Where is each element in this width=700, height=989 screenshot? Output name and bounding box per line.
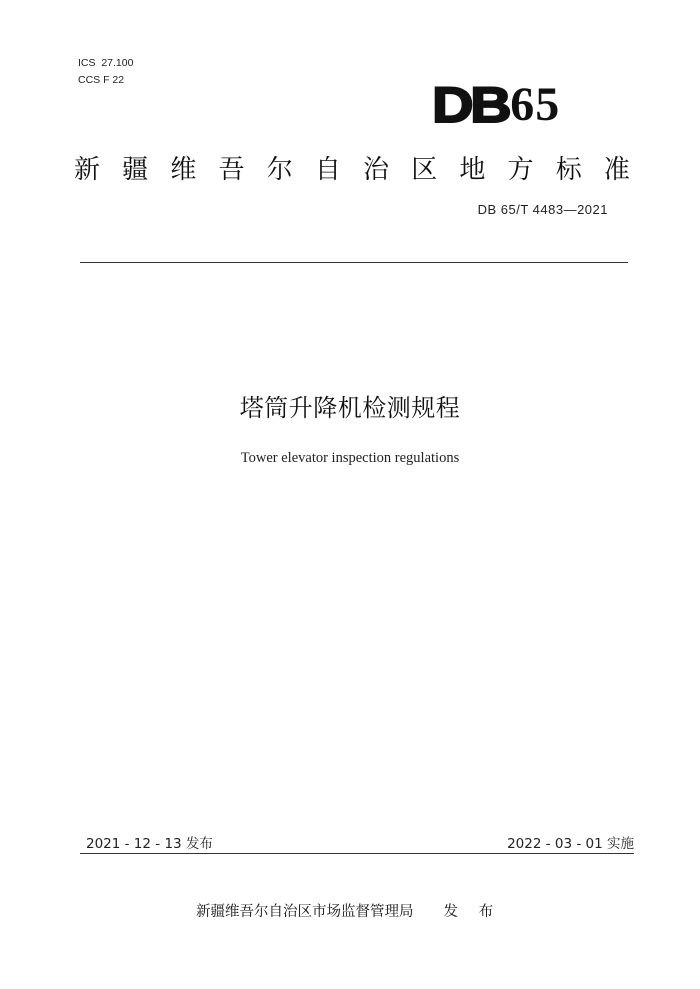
standard-type-char: 准 [603,155,630,185]
publisher-name: 新疆维吾尔自治区市场监督管理局 [196,904,414,920]
document-title-english: Tower elevator inspection regulations [240,450,460,466]
standard-type-char: 维 [170,155,197,185]
publisher-line [196,900,501,921]
standard-type-char: 吾 [218,155,245,185]
db-logo-prefix: DB [432,77,509,133]
ccs-code: CCS F 22 [78,74,125,86]
standard-type-heading [74,150,630,190]
standard-type-char: 新 [74,155,101,185]
standard-type-char: 方 [507,155,534,185]
standard-type-char: 标 [555,155,582,185]
classification-codes [78,55,133,89]
publisher-action: 发 布 [443,904,502,920]
top-divider [80,262,628,263]
standard-type-char: 治 [363,155,390,185]
standard-number: DB 65/T 4483—2021 [477,202,608,217]
implementation-date: 2022 - 03 - 01 实施 [507,836,634,852]
db-logo [432,77,561,133]
standard-type-char: 地 [459,155,486,185]
document-title-chinese: 塔筒升降机检测规程 [239,394,461,422]
bottom-divider [80,853,634,854]
standard-type-char: 疆 [122,155,149,185]
standard-type-char: 尔 [266,155,293,185]
standard-type-char: 区 [411,155,438,185]
issue-date: 2021 - 12 - 13 发布 [86,836,213,852]
db-logo-code: 65 [510,78,561,131]
ics-code: ICS 27.100 [78,57,134,69]
standard-type-char: 自 [314,155,341,185]
